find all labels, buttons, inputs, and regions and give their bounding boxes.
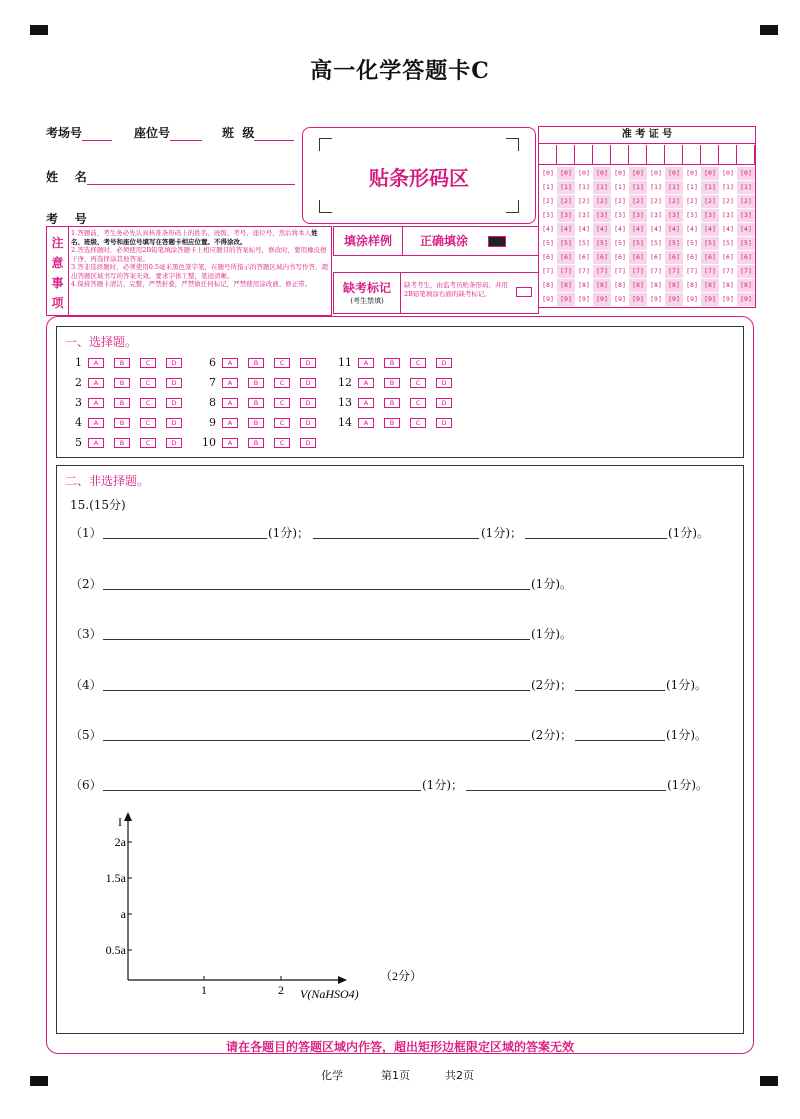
admission-digit-bubble[interactable]: [6] [665, 251, 683, 264]
part-5-blank-1[interactable] [103, 740, 530, 741]
admission-digit-bubble[interactable]: [1] [650, 183, 662, 191]
choice-option-bubble[interactable]: B [248, 398, 264, 408]
page-title: 高一化学答题卡C [310, 58, 490, 84]
choice-option-bubble[interactable]: C [274, 378, 290, 388]
seat-label: 座位号 [134, 124, 202, 141]
admission-digit-bubble[interactable]: [4] [701, 223, 719, 236]
admission-digit-bubble[interactable]: [2] [578, 197, 590, 205]
admission-digit-bubble[interactable]: [1] [722, 183, 734, 191]
choice-question-row [66, 436, 192, 449]
choice-option-bubble[interactable]: A [88, 358, 104, 368]
filled-sample-box [488, 236, 506, 247]
admission-digit-bubble[interactable]: [3] [665, 209, 683, 222]
part-5-blank-2[interactable] [575, 740, 665, 741]
admission-digit-bubble[interactable]: [2] [701, 195, 719, 208]
part-4-score-2: (1分)。 [666, 678, 707, 692]
choice-option-bubble[interactable]: B [384, 378, 400, 388]
choice-option-bubble[interactable]: D [300, 438, 316, 448]
choice-question-row [200, 376, 326, 389]
notice-title: 注 意 事 项 [47, 227, 69, 315]
admission-digit-bubble[interactable]: [0] [629, 167, 647, 180]
admission-digit-bubble[interactable]: [4] [722, 225, 734, 233]
admission-digit-bubble[interactable]: [2] [722, 197, 734, 205]
admission-digit-bubble[interactable]: [3] [701, 209, 719, 222]
absent-description: 缺考考生，由监考员贴条形码，并用2B铅笔填涂右面的缺考标记。 [404, 281, 508, 298]
name-label: 姓 名 [46, 168, 295, 185]
admission-digit-bubble[interactable]: [4] [557, 223, 575, 236]
admission-digit-bubble[interactable]: [9] [629, 293, 647, 306]
admission-digit-entry[interactable] [611, 145, 629, 165]
admission-digit-bubble[interactable]: [3] [629, 209, 647, 222]
admission-digit-bubble[interactable]: [8] [614, 281, 626, 289]
choice-option-bubble[interactable]: B [114, 398, 130, 408]
bottom-warning: 请在各题目的答题区域内作答，超出矩形边框限定区域的答案无效 [225, 1040, 574, 1054]
admission-digit-bubble[interactable]: [2] [629, 195, 647, 208]
admission-digit-bubble[interactable]: [9] [686, 295, 698, 303]
choice-option-bubble[interactable]: C [410, 358, 426, 368]
choice-option-bubble[interactable]: D [166, 358, 182, 368]
choice-option-bubble[interactable]: B [384, 418, 400, 428]
part-4-blank-1[interactable] [103, 690, 530, 691]
admission-digit-entry[interactable] [557, 145, 575, 165]
choice-option-bubble[interactable]: C [140, 438, 156, 448]
admission-digit-bubble[interactable]: [2] [593, 195, 611, 208]
answer-graph[interactable] [90, 808, 423, 1008]
admission-digit-bubble[interactable]: [4] [686, 225, 698, 233]
footer-page: 第1页 [381, 1069, 410, 1082]
choice-option-bubble[interactable]: A [358, 398, 374, 408]
admission-digit-bubble[interactable]: [3] [593, 209, 611, 222]
admission-digit-bubble[interactable]: [2] [650, 197, 662, 205]
admission-digit-bubble[interactable]: [8] [701, 279, 719, 292]
admission-digit-entry[interactable] [593, 145, 611, 165]
registration-mark-top-right [760, 25, 778, 35]
choice-option-bubble[interactable]: D [166, 418, 182, 428]
admission-digit-bubble[interactable]: [8] [686, 281, 698, 289]
admission-digit-bubble[interactable]: [3] [557, 209, 575, 222]
admission-digit-bubble[interactable]: [5] [614, 239, 626, 247]
admission-digit-bubble[interactable]: [6] [701, 251, 719, 264]
choice-question-row [200, 436, 326, 449]
choice-option-bubble[interactable]: D [436, 358, 452, 368]
graph-y-axis-arrow [124, 812, 132, 821]
part-3-score-1: (1分)。 [531, 627, 572, 641]
choice-question-number: 14 [338, 416, 352, 429]
part-4-score-1: (2分)； [531, 678, 572, 692]
choice-question-number: 9 [209, 416, 216, 429]
choice-question-number: 10 [202, 436, 216, 449]
choice-option-bubble[interactable]: C [274, 398, 290, 408]
part-3-number: （3） [70, 627, 102, 641]
choice-option-bubble[interactable]: C [410, 398, 426, 408]
part-1-score-1: (1分)； [268, 526, 309, 540]
choice-option-bubble[interactable]: B [384, 358, 400, 368]
admission-digit-bubble[interactable]: [5] [701, 237, 719, 250]
admission-digit-bubble[interactable]: [7] [629, 265, 647, 278]
admission-digit-bubble[interactable]: [1] [614, 183, 626, 191]
admission-digit-bubble[interactable]: [6] [578, 253, 590, 261]
admission-digit-bubble[interactable]: [6] [593, 251, 611, 264]
admission-number-title: 准 考 证 号 [539, 127, 755, 144]
admission-digit-bubble[interactable]: [7] [542, 267, 554, 275]
admission-digit-bubble[interactable]: [9] [665, 293, 683, 306]
choice-option-bubble[interactable]: D [436, 378, 452, 388]
part-1-blank-3[interactable] [525, 538, 667, 539]
admission-digit-bubble[interactable]: [0] [614, 169, 626, 177]
choice-option-bubble[interactable]: B [384, 398, 400, 408]
choice-question-row [336, 396, 462, 409]
choice-option-bubble[interactable]: D [300, 378, 316, 388]
admission-digit-bubble[interactable]: [4] [593, 223, 611, 236]
choice-option-bubble[interactable]: B [248, 418, 264, 428]
admission-digit-bubble[interactable]: [7] [593, 265, 611, 278]
admission-digit-bubble[interactable]: [9] [542, 295, 554, 303]
admission-digit-bubble[interactable]: [9] [722, 295, 734, 303]
choice-option-bubble[interactable]: A [222, 358, 238, 368]
choice-option-bubble[interactable]: B [114, 438, 130, 448]
choice-option-bubble[interactable]: A [358, 358, 374, 368]
graph-ytick-0-5a: 0.5a [105, 943, 126, 957]
choice-question-number: 1 [75, 356, 82, 369]
admission-digit-bubble[interactable]: [5] [665, 237, 683, 250]
admission-digit-bubble[interactable]: [5] [629, 237, 647, 250]
choice-option-bubble[interactable]: A [358, 418, 374, 428]
admission-digit-bubble[interactable]: [5] [593, 237, 611, 250]
choice-option-bubble[interactable]: D [166, 438, 182, 448]
part-5-score-1: (2分)； [531, 728, 572, 742]
admission-digit-bubble[interactable]: [3] [578, 211, 590, 219]
choice-question-number: 11 [338, 356, 352, 369]
choice-question-number: 5 [75, 436, 82, 449]
admission-digit-bubble[interactable]: [1] [665, 181, 683, 194]
part-4-number: （4） [70, 678, 102, 692]
absent-mark-box [333, 272, 539, 314]
choice-option-bubble[interactable]: A [222, 418, 238, 428]
admission-digit-bubble[interactable]: [8] [650, 281, 662, 289]
admission-digit-bubble[interactable]: [0] [542, 169, 554, 177]
admission-digit-bubble[interactable]: [1] [578, 183, 590, 191]
admission-digit-bubble[interactable]: [4] [650, 225, 662, 233]
exam-number-label: 考 号 [46, 210, 295, 227]
admission-digit-entry[interactable] [665, 145, 683, 165]
admission-digit-entry[interactable] [683, 145, 701, 165]
admission-digit-bubble[interactable]: [5] [650, 239, 662, 247]
admission-digit-entry[interactable] [647, 145, 665, 165]
choice-option-bubble[interactable]: A [88, 398, 104, 408]
admission-digit-bubble[interactable]: [6] [557, 251, 575, 264]
choice-option-bubble[interactable]: D [436, 398, 452, 408]
admission-digit-bubble[interactable]: [1] [701, 181, 719, 194]
admission-digit-bubble[interactable]: [7] [578, 267, 590, 275]
choice-option-bubble[interactable]: D [436, 418, 452, 428]
admission-digit-bubble[interactable]: [5] [557, 237, 575, 250]
admission-digit-bubble[interactable]: [6] [542, 253, 554, 261]
admission-digit-bubble[interactable]: [2] [737, 195, 755, 208]
part-2-number: （2） [70, 577, 102, 591]
admission-digit-bubble[interactable]: [1] [557, 181, 575, 194]
admission-digit-bubble[interactable]: [9] [557, 293, 575, 306]
part-1-blank-1[interactable] [103, 538, 267, 539]
admission-number-grid [538, 126, 756, 308]
admission-digit-bubble[interactable]: [8] [722, 281, 734, 289]
admission-digit-bubble[interactable]: [3] [614, 211, 626, 219]
admission-digit-bubble[interactable]: [6] [737, 251, 755, 264]
admission-digit-bubble[interactable]: [6] [614, 253, 626, 261]
admission-digit-bubble[interactable]: [8] [542, 281, 554, 289]
part-5-score-2: (1分)。 [666, 728, 707, 742]
admission-digit-bubble[interactable]: [5] [578, 239, 590, 247]
exam-room-label: 考场号 [46, 124, 112, 141]
admission-digit-bubble[interactable]: [4] [629, 223, 647, 236]
graph-ytick-a: a [120, 907, 126, 921]
choice-option-bubble[interactable]: C [410, 378, 426, 388]
choice-question-row [200, 356, 326, 369]
choice-question-row [200, 396, 326, 409]
admission-digit-bubble[interactable]: [8] [665, 279, 683, 292]
choice-option-bubble[interactable]: B [114, 378, 130, 388]
choice-option-bubble[interactable]: D [300, 398, 316, 408]
admission-digit-bubble[interactable]: [0] [578, 169, 590, 177]
admission-digit-bubble[interactable]: [5] [737, 237, 755, 250]
admission-digit-bubble[interactable]: [0] [557, 167, 575, 180]
admission-digit-bubble[interactable]: [8] [629, 279, 647, 292]
admission-digit-bubble[interactable]: [7] [722, 267, 734, 275]
admission-digit-bubble[interactable]: [9] [737, 293, 755, 306]
admission-digit-bubble[interactable]: [2] [542, 197, 554, 205]
choice-question-row [66, 416, 192, 429]
admission-digit-bubble[interactable]: [1] [629, 181, 647, 194]
admission-digit-bubble[interactable]: [3] [686, 211, 698, 219]
admission-digit-bubble[interactable]: [8] [578, 281, 590, 289]
admission-digit-bubble[interactable]: [6] [722, 253, 734, 261]
admission-digit-entry[interactable] [629, 145, 647, 165]
admission-digit-bubble[interactable]: [8] [557, 279, 575, 292]
choice-option-bubble[interactable]: D [300, 418, 316, 428]
choice-option-bubble[interactable]: A [222, 378, 238, 388]
choice-question-number: 8 [209, 396, 216, 409]
part-2-score-1: (1分)。 [531, 577, 572, 591]
choice-option-bubble[interactable]: B [248, 358, 264, 368]
choice-option-bubble[interactable]: C [274, 438, 290, 448]
choice-question-row [336, 376, 462, 389]
choice-option-bubble[interactable]: B [114, 418, 130, 428]
part-5-number: （5） [70, 728, 102, 742]
choice-question-row [200, 416, 326, 429]
admission-digit-bubble[interactable]: [7] [701, 265, 719, 278]
choice-question-row [336, 356, 462, 369]
choice-option-bubble[interactable]: A [88, 418, 104, 428]
admission-digit-entry[interactable] [719, 145, 737, 165]
choice-question-number: 13 [338, 396, 352, 409]
choice-option-bubble[interactable]: C [274, 358, 290, 368]
choice-option-bubble[interactable]: C [140, 378, 156, 388]
admission-digit-bubble[interactable]: [4] [542, 225, 554, 233]
choice-option-bubble[interactable]: D [166, 378, 182, 388]
admission-digit-bubble[interactable]: [3] [722, 211, 734, 219]
choice-option-bubble[interactable]: B [248, 438, 264, 448]
part-1-number: （1） [70, 526, 102, 540]
section-nonchoice-title: 二、非选择题。 [65, 474, 150, 488]
admission-digit-bubble[interactable]: [0] [686, 169, 698, 177]
admission-digit-bubble[interactable]: [1] [737, 181, 755, 194]
admission-digit-entry[interactable] [575, 145, 593, 165]
admission-digit-bubble[interactable]: [8] [737, 279, 755, 292]
footer-subject: 化学 [321, 1069, 343, 1082]
choice-question-number: 12 [338, 376, 352, 389]
admission-digit-bubble[interactable]: [7] [737, 265, 755, 278]
choice-option-bubble[interactable]: A [358, 378, 374, 388]
part-6-blank-2[interactable] [466, 790, 666, 791]
admission-digit-bubble[interactable]: [0] [650, 169, 662, 177]
choice-option-bubble[interactable]: A [88, 438, 104, 448]
admission-digit-bubble[interactable]: [5] [722, 239, 734, 247]
part-1-blank-2[interactable] [313, 538, 479, 539]
part-3-blank-1[interactable] [103, 639, 530, 640]
admission-digit-bubble[interactable]: [6] [650, 253, 662, 261]
graph-ytick-2a: 2a [114, 835, 126, 849]
admission-digit-bubble[interactable]: [9] [614, 295, 626, 303]
admission-digit-bubble[interactable]: [4] [614, 225, 626, 233]
admission-digit-bubble[interactable]: [9] [593, 293, 611, 306]
choice-option-bubble[interactable]: C [410, 418, 426, 428]
graph-y-label: I [118, 815, 122, 829]
part-6-score-1: (1分)； [422, 778, 463, 792]
part-2-blank-1[interactable] [103, 589, 530, 590]
part-6-blank-1[interactable] [103, 790, 421, 791]
admission-digit-bubble[interactable]: [7] [557, 265, 575, 278]
admission-digit-bubble[interactable]: [0] [593, 167, 611, 180]
choice-question-number: 3 [75, 396, 82, 409]
admission-digit-bubble[interactable]: [7] [686, 267, 698, 275]
admission-digit-entry[interactable] [737, 145, 755, 165]
barcode-area [302, 127, 536, 224]
part-6-number: （6） [70, 778, 102, 792]
admission-digit-bubble[interactable]: [0] [665, 167, 683, 180]
admission-digit-bubble[interactable]: [2] [686, 197, 698, 205]
choice-option-bubble[interactable]: C [140, 418, 156, 428]
graph-xtick-2: 2 [278, 983, 284, 997]
graph-x-label: V(NaHSO4) [300, 987, 359, 1001]
part-1-score-2: (1分)； [481, 526, 522, 540]
registration-mark-top-left [30, 25, 48, 35]
admission-digit-bubble[interactable]: [2] [614, 197, 626, 205]
choice-question-number: 7 [209, 376, 216, 389]
part-1-score-3: (1分)。 [668, 526, 709, 540]
admission-digit-bubble[interactable]: [4] [737, 223, 755, 236]
admission-digit-bubble[interactable]: [3] [650, 211, 662, 219]
graph-x-axis-arrow [338, 976, 347, 984]
admission-digit-bubble[interactable]: [1] [686, 183, 698, 191]
admission-digit-bubble[interactable]: [9] [701, 293, 719, 306]
absent-label: 缺考标记 [342, 281, 391, 295]
choice-option-bubble[interactable]: C [140, 398, 156, 408]
choice-question-row [336, 416, 462, 429]
fill-sample-label: 填涂样例 [334, 227, 403, 255]
choice-option-bubble[interactable]: D [166, 398, 182, 408]
admission-digit-bubble[interactable]: [7] [665, 265, 683, 278]
admission-digit-bubble[interactable]: [2] [557, 195, 575, 208]
admission-digit-bubble[interactable]: [1] [593, 181, 611, 194]
admission-digit-bubble[interactable]: [3] [737, 209, 755, 222]
choice-option-bubble[interactable]: A [222, 398, 238, 408]
part-4-blank-2[interactable] [575, 690, 665, 691]
admission-digit-bubble[interactable]: [6] [629, 251, 647, 264]
class-label: 班 级 [222, 124, 294, 141]
admission-digit-bubble[interactable]: [9] [578, 295, 590, 303]
choice-question-row [66, 356, 192, 369]
choice-option-bubble[interactable]: A [222, 438, 238, 448]
admission-digit-bubble[interactable]: [0] [737, 167, 755, 180]
admission-digit-bubble[interactable]: [9] [650, 295, 662, 303]
absent-sublabel: (考生禁填) [350, 297, 384, 305]
choice-question-number: 2 [75, 376, 82, 389]
admission-digit-bubble[interactable]: [4] [578, 225, 590, 233]
correct-fill-label: 正确填涂 [420, 234, 469, 248]
choice-option-bubble[interactable]: B [114, 358, 130, 368]
choice-question-number: 6 [209, 356, 216, 369]
part-6-score-2: (1分)。 [667, 778, 708, 792]
admission-digit-bubble[interactable]: [3] [542, 211, 554, 219]
admission-digit-bubble[interactable]: [2] [665, 195, 683, 208]
graph-ytick-1-5a: 1.5a [105, 871, 126, 885]
admission-digit-bubble[interactable]: [7] [650, 267, 662, 275]
admission-digit-bubble[interactable]: [7] [614, 267, 626, 275]
admission-digit-bubble[interactable]: [0] [701, 167, 719, 180]
section-choice-title: 一、选择题。 [65, 335, 138, 349]
registration-mark-bottom-left [30, 1076, 48, 1086]
admission-digit-bubble[interactable]: [4] [665, 223, 683, 236]
registration-mark-bottom-right [760, 1076, 778, 1086]
admission-digit-bubble[interactable]: [6] [686, 253, 698, 261]
choice-option-bubble[interactable]: A [88, 378, 104, 388]
choice-option-bubble[interactable]: D [300, 358, 316, 368]
notice-box [46, 226, 332, 316]
absent-mark-checkbox[interactable] [516, 287, 532, 297]
choice-question-row [66, 376, 192, 389]
footer-total-pages: 共2页 [445, 1069, 474, 1082]
admission-digit-bubble[interactable]: [5] [542, 239, 554, 247]
admission-digit-entry[interactable] [701, 145, 719, 165]
graph-xtick-1: 1 [201, 983, 207, 997]
question-15-header: 15.(15分) [70, 498, 126, 512]
admission-digit-bubble[interactable]: [1] [542, 183, 554, 191]
notice-text: 1.答题前，考生务必先认真核准条形码上的姓名、班级、考号、座位号，然后将本人姓名、班级、考号和座位号填写在答题卡相应位置。不得涂改。 2.答选择题时，必须使用2B铅笔填涂答题卡上相应题目的答案标号，修改时，要用橡皮擦干净，再选择涂其他答案。 3.答非选择题时，必须使用0.5毫米黑色签字笔，在题号所指示的答题区域内书写作答，超出答题区域书写的答案无效。要求字体工整，笔迹清晰。 4.保持答题卡清洁、完整，严禁折叠，严禁做任何标记，严禁使用涂改液、修正带。 [71, 229, 329, 288]
barcode-area-label: 贴条形码区 [369, 166, 469, 190]
graph-score: （2分） [380, 969, 423, 983]
choice-option-bubble[interactable]: B [248, 378, 264, 388]
admission-digit-bubble[interactable]: [5] [686, 239, 698, 247]
admission-digit-bubble[interactable]: [8] [593, 279, 611, 292]
choice-option-bubble[interactable]: C [140, 358, 156, 368]
fill-sample-box [333, 226, 539, 256]
choice-question-number: 4 [75, 416, 82, 429]
admission-digit-entry[interactable] [539, 145, 557, 165]
choice-option-bubble[interactable]: C [274, 418, 290, 428]
admission-digit-bubble[interactable]: [0] [722, 169, 734, 177]
choice-question-row [66, 396, 192, 409]
